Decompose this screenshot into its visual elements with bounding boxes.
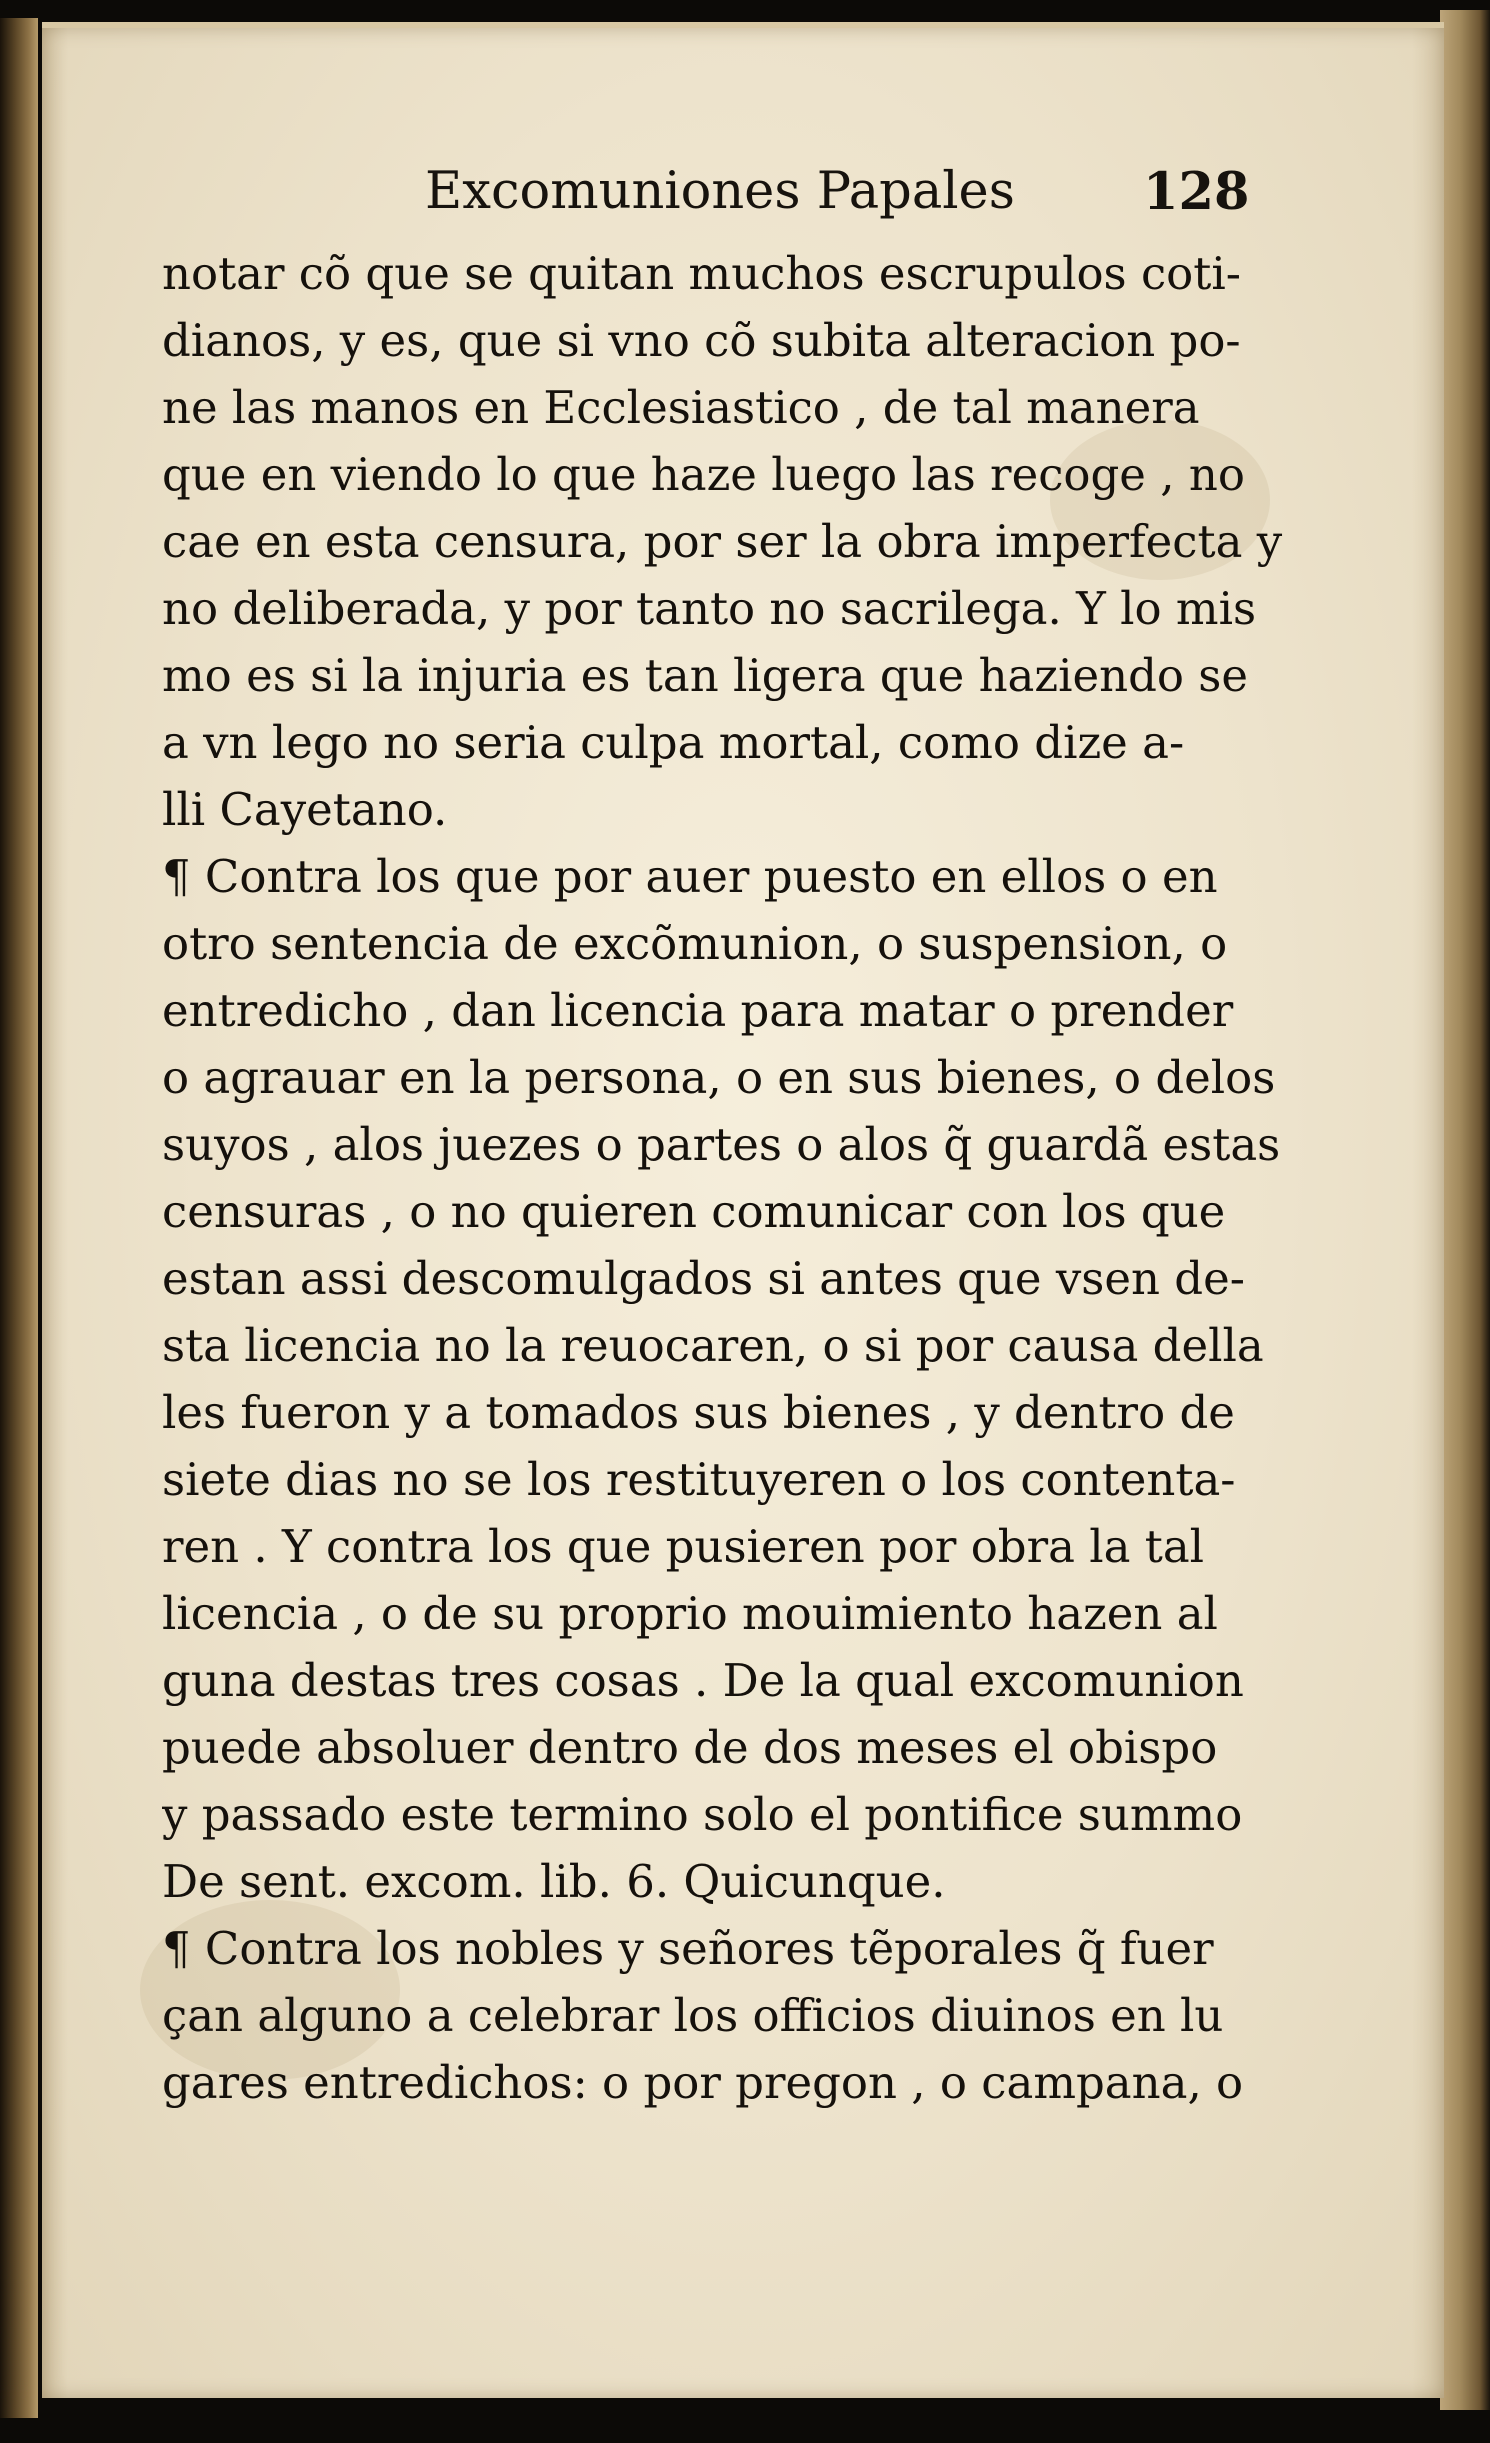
text-line: licencia , o de su proprio mouimiento hazen al: [162, 1587, 1218, 1640]
text-line: a vn lego no seria culpa mortal, como dize a-: [162, 716, 1185, 769]
text-line: puede absoluer dentro de dos meses el obispo: [162, 1721, 1218, 1774]
text-line: suyos , alos juezes o partes o alos q̃ guardã estas: [162, 1118, 1281, 1171]
citation-line: De sent. excom. lib. 6. Quicunque.: [162, 1855, 946, 1908]
text-line: otro sentencia de excõmunion, o suspension, o: [162, 917, 1228, 970]
text-line: ren . Y contra los que pusieren por obra la tal: [162, 1520, 1205, 1573]
text-line: sta licencia no la reuocaren, o si por causa della: [162, 1319, 1264, 1372]
text-line: y passado este termino solo el pontifice summo: [162, 1788, 1243, 1841]
text-line: cae en esta censura, por ser la obra imperfecta y: [162, 515, 1283, 568]
text-line: siete dias no se los restituyeren o los contenta-: [162, 1453, 1236, 1506]
text-line: que en viendo lo que haze luego las recoge , no: [162, 448, 1245, 501]
binding-board-left: [0, 18, 38, 2418]
running-title: Excomuniones Papales: [425, 162, 1015, 221]
text-line: gares entredichos: o por pregon , o campana, o: [162, 2056, 1244, 2109]
text-line: guna destas tres cosas . De la qual excomunion: [162, 1654, 1244, 1707]
text-line: entredicho , dan licencia para matar o prender: [162, 984, 1234, 1037]
text-line: censuras , o no quieren comunicar con los que: [162, 1185, 1226, 1238]
text-line: no deliberada, y por tanto no sacrilega. Y lo mis: [162, 582, 1257, 635]
text-line: les fueron y a tomados sus bienes , y dentro de: [162, 1386, 1235, 1439]
text-line: estan assi descomulgados si antes que vsen de-: [162, 1252, 1245, 1305]
paragraph-start-line: ¶ Contra los nobles y señores tẽporales q̃ fuer: [162, 1922, 1214, 1975]
text-line: notar cõ que se quitan muchos escrupulos coti-: [162, 247, 1241, 300]
text-line: o agrauar en la persona, o en sus bienes, o delos: [162, 1051, 1276, 1104]
body-text: [162, 240, 1322, 2116]
paragraph-start-line: ¶ Contra los que por auer puesto en ellos o en: [162, 850, 1218, 903]
text-line: çan alguno a celebrar los officios diuinos en lu: [162, 1989, 1224, 2042]
folio-number: 128: [1143, 162, 1250, 222]
text-line: ne las manos en Ecclesiastico , de tal manera: [162, 381, 1200, 434]
binding-board-right: [1440, 10, 1490, 2410]
text-line: mo es si la injuria es tan ligera que haziendo se: [162, 649, 1249, 702]
page-header: [425, 162, 1285, 232]
text-line: lli Cayetano.: [162, 783, 448, 836]
text-line: dianos, y es, que si vno cõ subita alteracion po-: [162, 314, 1241, 367]
